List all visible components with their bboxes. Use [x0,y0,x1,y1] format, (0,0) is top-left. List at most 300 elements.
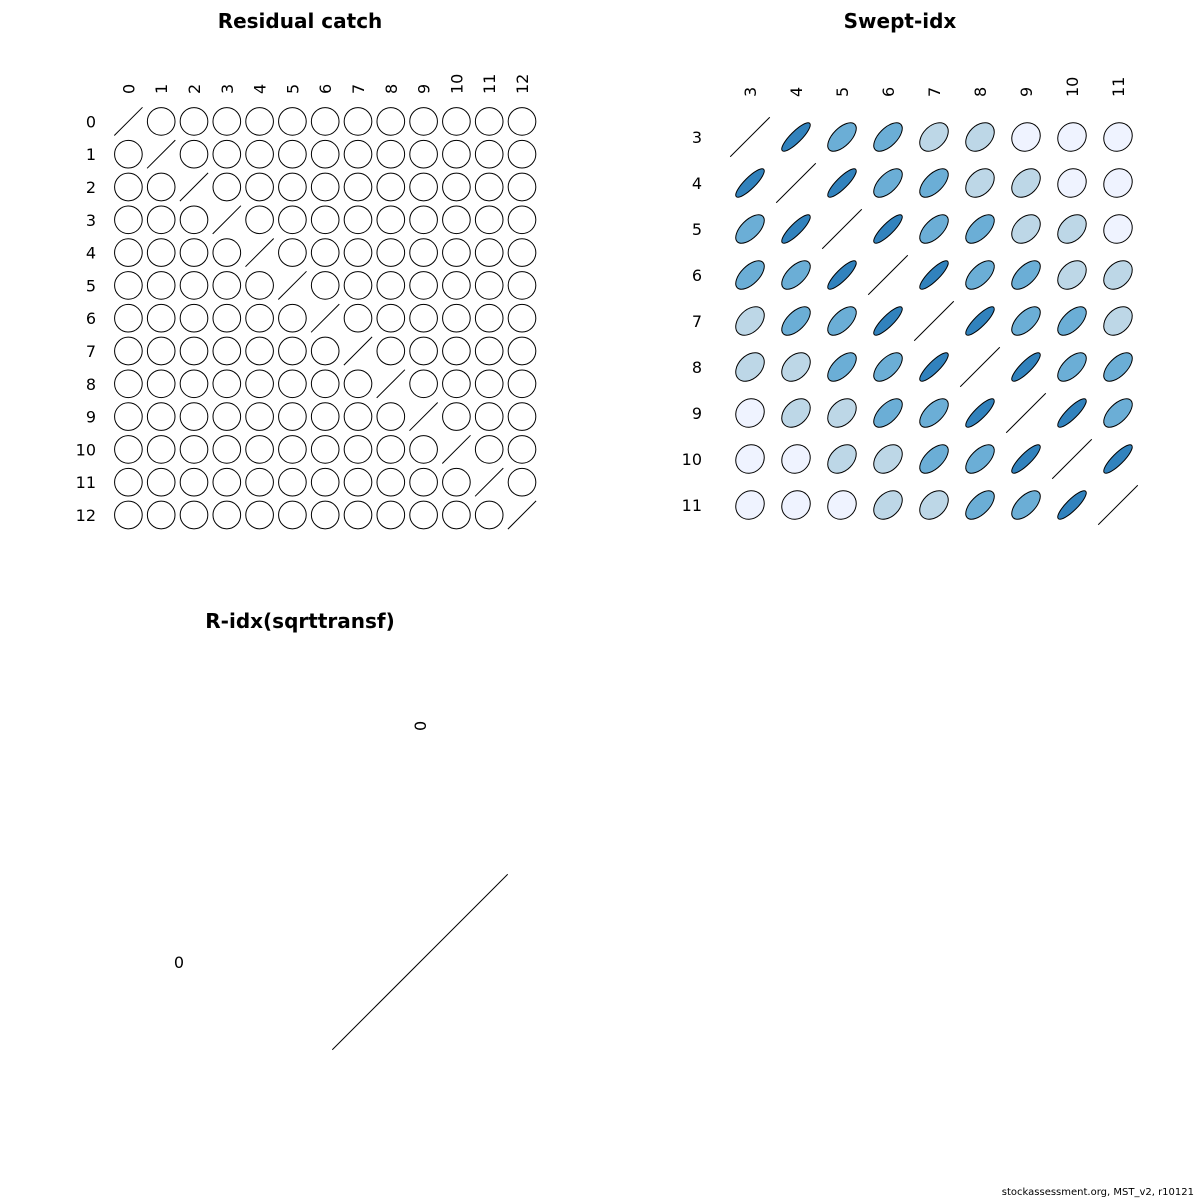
correlation-ellipse-mark [470,266,509,305]
correlation-ellipse-mark [915,394,953,432]
footer-credit: stockassessment.org, MST_v2, r10121 [1001,1187,1194,1198]
correlation-ellipse-mark [470,102,509,141]
diagonal-line-mark [311,304,339,332]
correlation-ellipse-mark [776,393,816,433]
correlation-ellipse-mark [109,495,148,534]
correlation-ellipse-mark [273,135,312,174]
correlation-ellipse-mark [1099,348,1137,386]
diagonal-line-mark [442,435,470,463]
correlation-ellipse-mark [404,364,443,403]
correlation-ellipse-mark [142,495,181,534]
row-tick-label: 7 [85,342,96,361]
correlation-ellipse-mark [437,397,476,436]
correlation-ellipse-mark [914,485,954,525]
correlation-ellipse-mark [174,364,213,403]
correlation-ellipse-mark [915,210,953,248]
correlation-ellipse-mark [338,430,377,469]
correlation-ellipse-mark [240,463,279,502]
correlation-ellipse-mark [371,430,410,469]
correlation-ellipse-mark [174,102,213,141]
correlation-ellipse-mark [273,364,312,403]
correlation-ellipse-mark [273,397,312,436]
correlation-ellipse-mark [273,331,312,370]
correlation-ellipse-mark [1007,256,1045,294]
correlation-ellipse-mark [142,200,181,239]
correlation-ellipse-mark [502,397,541,436]
correlation-ellipse-mark [1054,487,1089,522]
row-tick-label: 0 [85,112,96,132]
col-tick-label: 7 [349,83,368,94]
correlation-ellipse-mark [404,167,443,206]
correlation-ellipse-mark [174,266,213,305]
row-tick-label: 5 [85,276,96,296]
correlation-ellipse-mark [338,167,377,206]
correlation-ellipse-mark [174,200,213,239]
diagonal-line-mark [278,271,306,299]
correlation-ellipse-mark [404,233,443,272]
correlation-ellipse-mark [273,495,312,534]
row-tick-label: 7 [691,312,702,331]
correlation-ellipse-mark [109,463,148,502]
correlation-ellipse-mark [174,233,213,272]
correlation-ellipse-mark [776,439,816,479]
correlation-ellipse-mark [962,395,997,430]
correlation-ellipse-mark [240,331,279,370]
col-tick-label: 10 [447,73,467,94]
correlation-ellipse-mark [824,165,859,200]
row-tick-label: 10 [681,450,702,469]
correlation-ellipse-mark [437,200,476,239]
correlation-ellipse-mark [404,266,443,305]
correlation-ellipse-mark [404,200,443,239]
correlation-ellipse-mark [338,463,377,502]
correlation-ellipse-mark [870,303,905,338]
correlation-ellipse-mark [470,364,509,403]
correlation-ellipse-mark [1099,394,1137,432]
correlation-ellipse-mark [437,331,476,370]
col-tick-label: 1 [152,83,172,94]
correlation-ellipse-mark [338,135,377,174]
correlation-ellipse-mark [371,233,410,272]
correlation-ellipse-mark [109,430,148,469]
correlation-ellipse-mark [470,495,509,534]
correlation-ellipse-mark [273,463,312,502]
correlation-ellipse-mark [371,463,410,502]
correlation-ellipse-mark [306,135,345,174]
panel-swept-idx [682,9,1138,525]
correlation-ellipse-mark [240,135,279,174]
correlation-ellipse-mark [1098,209,1138,249]
correlation-ellipse-mark [338,495,377,534]
col-tick-label: 9 [1017,86,1036,97]
correlation-ellipse-mark [502,364,541,403]
correlation-ellipse-mark [731,256,769,294]
correlation-ellipse-mark [240,266,279,305]
col-tick-label: 9 [414,83,434,94]
correlation-ellipse-mark [404,135,443,174]
correlation-ellipse-mark [776,347,816,387]
panel-r-idx [174,609,508,1050]
row-tick-label: 3 [85,210,96,230]
col-tick-label: 6 [879,86,898,97]
correlation-ellipse-mark [142,397,181,436]
correlation-ellipse-mark [109,167,148,206]
correlation-ellipse-mark [437,495,476,534]
correlation-ellipse-mark [207,495,246,534]
correlation-ellipse-mark [142,167,181,206]
correlation-ellipse-mark [306,167,345,206]
col-tick-label: 4 [250,83,270,94]
correlation-ellipse-mark [371,167,410,206]
col-tick-label: 2 [185,83,204,94]
correlation-ellipse-mark [1006,209,1046,249]
correlation-ellipse-mark [778,119,813,154]
correlation-ellipse-mark [470,135,509,174]
diagonal-line-mark [730,117,770,157]
diagonal-line-mark [377,370,405,398]
correlation-ellipse-mark [730,393,770,433]
correlation-ellipse-mark [142,331,181,370]
correlation-ellipse-mark [174,135,213,174]
diagonal-line-mark [868,255,908,295]
correlation-ellipse-mark [240,364,279,403]
correlation-ellipse-mark [502,299,541,338]
correlation-ellipse-mark [240,430,279,469]
correlation-ellipse-mark [371,495,410,534]
correlation-ellipse-mark [962,303,997,338]
correlation-ellipse-mark [142,233,181,272]
row-tick-label: 5 [691,220,702,239]
correlation-ellipse-mark [142,299,181,338]
correlation-ellipse-mark [1052,163,1092,203]
col-tick-label: 0 [411,720,430,731]
correlation-ellipse-mark [868,485,908,525]
correlation-ellipse-mark [502,200,541,239]
correlation-ellipse-mark [338,200,377,239]
row-tick-label: 12 [75,506,96,525]
row-tick-label: 11 [75,473,96,493]
row-tick-label: 9 [691,404,702,423]
row-tick-label: 2 [85,178,96,197]
correlation-ellipse-mark [273,233,312,272]
diagonal-line-mark [344,337,372,365]
correlation-ellipse-mark [869,118,907,156]
chart-title-swept-idx: Swept-idx [843,9,957,33]
correlation-ellipse-mark [174,495,213,534]
correlation-ellipse-mark [273,430,312,469]
correlation-ellipse-mark [778,211,813,246]
correlation-ellipse-mark [142,430,181,469]
chart-title-residual-catch: Residual catch [217,9,383,33]
correlation-ellipse-mark [437,167,476,206]
correlation-ellipse-mark [207,364,246,403]
row-tick-label: 8 [691,358,702,377]
correlation-ellipse-mark [437,135,476,174]
correlation-ellipse-mark [502,233,541,272]
correlation-ellipse-mark [823,118,861,156]
correlation-ellipse-mark [109,266,148,305]
correlation-ellipse-mark [371,397,410,436]
correlation-ellipse-mark [822,393,862,433]
correlation-ellipse-mark [1007,302,1045,340]
correlation-ellipse-mark [437,233,476,272]
correlation-ellipse-mark [109,299,148,338]
col-tick-label: 10 [1063,76,1082,97]
correlation-ellipse-mark [338,397,377,436]
diagonal-line-mark [114,107,142,135]
diagonal-line-mark [508,501,536,529]
correlation-ellipse-mark [404,331,443,370]
correlation-ellipse-mark [730,347,770,387]
correlation-ellipse-mark [916,349,951,384]
correlation-ellipse-mark [240,167,279,206]
diagonal-line-mark [180,173,208,201]
diagonal-line-mark [1006,393,1046,433]
correlation-ellipse-mark [1098,301,1138,341]
correlation-ellipse-mark [273,167,312,206]
correlation-ellipse-mark [470,430,509,469]
row-tick-label: 0 [173,953,184,972]
correlation-ellipse-mark [306,430,345,469]
correlation-ellipse-mark [470,233,509,272]
correlation-ellipse-mark [502,266,541,305]
correlation-ellipse-mark [1098,163,1138,203]
correlation-ellipse-mark [961,210,999,248]
correlation-ellipse-mark [404,299,443,338]
col-tick-label: 5 [833,86,852,97]
correlation-ellipse-mark [142,266,181,305]
correlation-ellipse-mark [914,117,953,156]
correlation-ellipse-mark [371,299,410,338]
correlation-ellipse-mark [207,299,246,338]
correlation-ellipse-mark [869,394,907,432]
col-tick-label: 11 [1109,76,1128,97]
correlation-ellipse-mark [730,439,770,479]
correlation-ellipse-mark [142,102,181,141]
correlation-ellipse-mark [207,397,246,436]
diagonal-line-mark [245,238,273,266]
diagonal-line-mark [332,874,507,1049]
col-tick-label: 3 [741,86,760,97]
correlation-ellipse-mark [207,167,246,206]
correlation-ellipse-mark [1100,441,1135,476]
correlation-ellipse-mark [207,331,246,370]
correlation-ellipse-mark [732,165,767,200]
row-tick-label: 1 [85,145,96,165]
correlation-ellipse-mark [437,463,476,502]
correlation-ellipse-mark [915,440,953,478]
correlation-ellipse-mark [306,200,345,239]
correlation-ellipse-mark [869,348,907,386]
correlation-ellipse-mark [1052,117,1092,157]
correlation-ellipse-mark [109,233,148,272]
diagonal-line-mark [914,301,954,341]
correlation-ellipse-mark [174,331,213,370]
correlation-ellipse-mark [174,430,213,469]
correlation-ellipse-mark [371,102,410,141]
correlation-ellipse-mark [437,102,476,141]
correlation-ellipse-mark [240,200,279,239]
correlation-ellipse-mark [338,233,377,272]
correlation-ellipse-mark [174,397,213,436]
correlation-ellipse-mark [470,167,509,206]
correlation-ellipse-mark [777,302,815,340]
correlation-ellipse-mark [273,200,312,239]
correlation-ellipse-mark [961,256,999,294]
correlation-ellipse-mark [502,167,541,206]
correlation-ellipse-mark [868,439,908,479]
correlation-ellipse-mark [1053,348,1091,386]
correlation-ellipse-mark [306,364,345,403]
correlation-ellipse-mark [1053,302,1091,340]
correlation-ellipse-mark [207,233,246,272]
row-tick-label: 6 [85,309,96,329]
correlation-ellipse-mark [306,331,345,370]
correlation-ellipse-mark [207,135,246,174]
correlation-ellipse-mark [1052,255,1092,295]
correlation-ellipse-mark [502,135,541,174]
col-tick-label: 6 [316,83,336,94]
row-tick-label: 8 [85,374,96,394]
row-tick-label: 6 [691,266,702,285]
correlation-ellipse-mark [174,299,213,338]
correlation-ellipse-mark [404,495,443,534]
row-tick-label: 4 [691,174,702,193]
correlation-ellipse-mark [1007,486,1045,524]
correlation-ellipse-mark [870,211,905,246]
col-tick-label: 4 [787,86,806,97]
row-tick-label: 10 [75,440,96,460]
correlation-ellipse-mark [502,463,541,502]
diagonal-line-mark [960,347,1000,387]
correlation-ellipse-mark [207,430,246,469]
correlation-ellipse-mark [273,102,312,141]
correlation-ellipse-mark [306,495,345,534]
correlation-ellipse-mark [502,430,541,469]
correlation-ellipse-mark [869,164,907,202]
diagonal-line-mark [147,140,175,168]
correlation-ellipse-mark [338,299,377,338]
row-tick-label: 3 [691,128,702,147]
correlation-ellipse-mark [824,257,859,292]
correlation-ellipse-mark [470,200,509,239]
correlation-ellipse-mark [306,463,345,502]
correlation-ellipse-mark [371,135,410,174]
correlation-ellipse-mark [207,102,246,141]
correlation-ellipse-mark [404,463,443,502]
correlation-ellipse-mark [437,299,476,338]
correlation-ellipse-mark [240,102,279,141]
diagonal-line-mark [213,206,241,234]
correlation-ellipse-mark [207,266,246,305]
correlation-ellipse-mark [915,164,953,202]
correlation-ellipse-mark [502,331,541,370]
correlation-ellipse-mark [306,397,345,436]
col-tick-label: 8 [971,86,990,97]
diagonal-line-mark [409,402,437,430]
correlation-ellipse-mark [109,364,148,403]
row-tick-label: 4 [85,243,96,263]
correlation-ellipse-mark [961,440,999,478]
correlation-ellipse-mark [823,302,861,340]
correlation-ellipse-mark [961,486,999,524]
col-tick-label: 0 [119,83,139,94]
col-tick-label: 8 [381,83,401,94]
correlation-ellipse-mark [109,135,148,174]
col-tick-label: 7 [925,86,944,97]
panel-residual-catch [76,9,542,535]
correlation-ellipse-mark [404,430,443,469]
correlation-ellipse-mark [437,266,476,305]
correlation-ellipse-mark [823,348,861,386]
correlation-ellipse-mark [306,266,345,305]
correlation-ellipse-mark [470,331,509,370]
col-tick-label: 11 [480,73,500,94]
correlation-ellipse-mark [731,210,769,248]
correlation-ellipse-mark [777,256,815,294]
correlation-ellipse-mark [142,364,181,403]
correlation-ellipse-mark [960,117,1000,157]
correlation-ellipse-mark [240,397,279,436]
correlation-ellipse-mark [1052,209,1092,249]
chart-title-r-idx: R-idx(sqrttransf) [205,609,395,633]
col-tick-label: 3 [217,83,237,94]
correlation-ellipse-mark [306,102,345,141]
correlation-ellipse-mark [240,299,279,338]
correlation-ellipse-mark [730,301,769,340]
correlation-ellipse-mark [1054,395,1089,430]
correlation-ellipse-mark [338,266,377,305]
correlation-ellipse-mark [1008,441,1043,476]
correlation-ellipse-mark [371,200,410,239]
col-tick-label: 12 [513,73,532,94]
correlation-ellipse-mark [822,439,862,479]
correlation-ellipse-mark [502,102,541,141]
correlation-ellipse-mark [109,397,148,436]
correlation-ellipse-mark [1006,163,1046,203]
correlation-ellipse-mark [240,495,279,534]
diagonal-line-mark [1052,439,1092,479]
row-tick-label: 11 [681,496,702,515]
correlation-ellipse-mark [338,364,377,403]
diagonal-line-mark [776,163,816,203]
correlation-ellipse-mark [371,331,410,370]
diagonal-line-mark [822,209,862,249]
correlation-ellipse-mark [273,299,312,338]
correlation-ellipse-mark [470,299,509,338]
diagonal-line-mark [475,468,503,496]
correlation-ellipse-mark [730,485,770,525]
correlation-ellipse-mark [470,397,509,436]
correlation-ellipse-mark [1098,117,1138,157]
correlation-ellipse-mark [109,200,148,239]
correlation-ellipse-mark [338,102,377,141]
correlation-ellipse-mark [960,163,1000,203]
diagonal-line-mark [1098,485,1138,525]
correlation-ellipse-mark [1098,255,1138,295]
correlation-ellipse-mark [437,364,476,403]
correlation-ellipse-mark [1008,349,1043,384]
col-tick-label: 5 [283,83,303,94]
correlation-ellipse-mark [371,266,410,305]
correlation-ellipse-mark [822,485,862,525]
correlation-ellipse-mark [916,257,951,292]
correlation-ellipse-mark [207,463,246,502]
correlation-ellipse-mark [306,233,345,272]
correlation-ellipse-mark [1006,117,1046,157]
correlation-ellipse-mark [776,485,816,525]
correlation-ellipse-mark [174,463,213,502]
